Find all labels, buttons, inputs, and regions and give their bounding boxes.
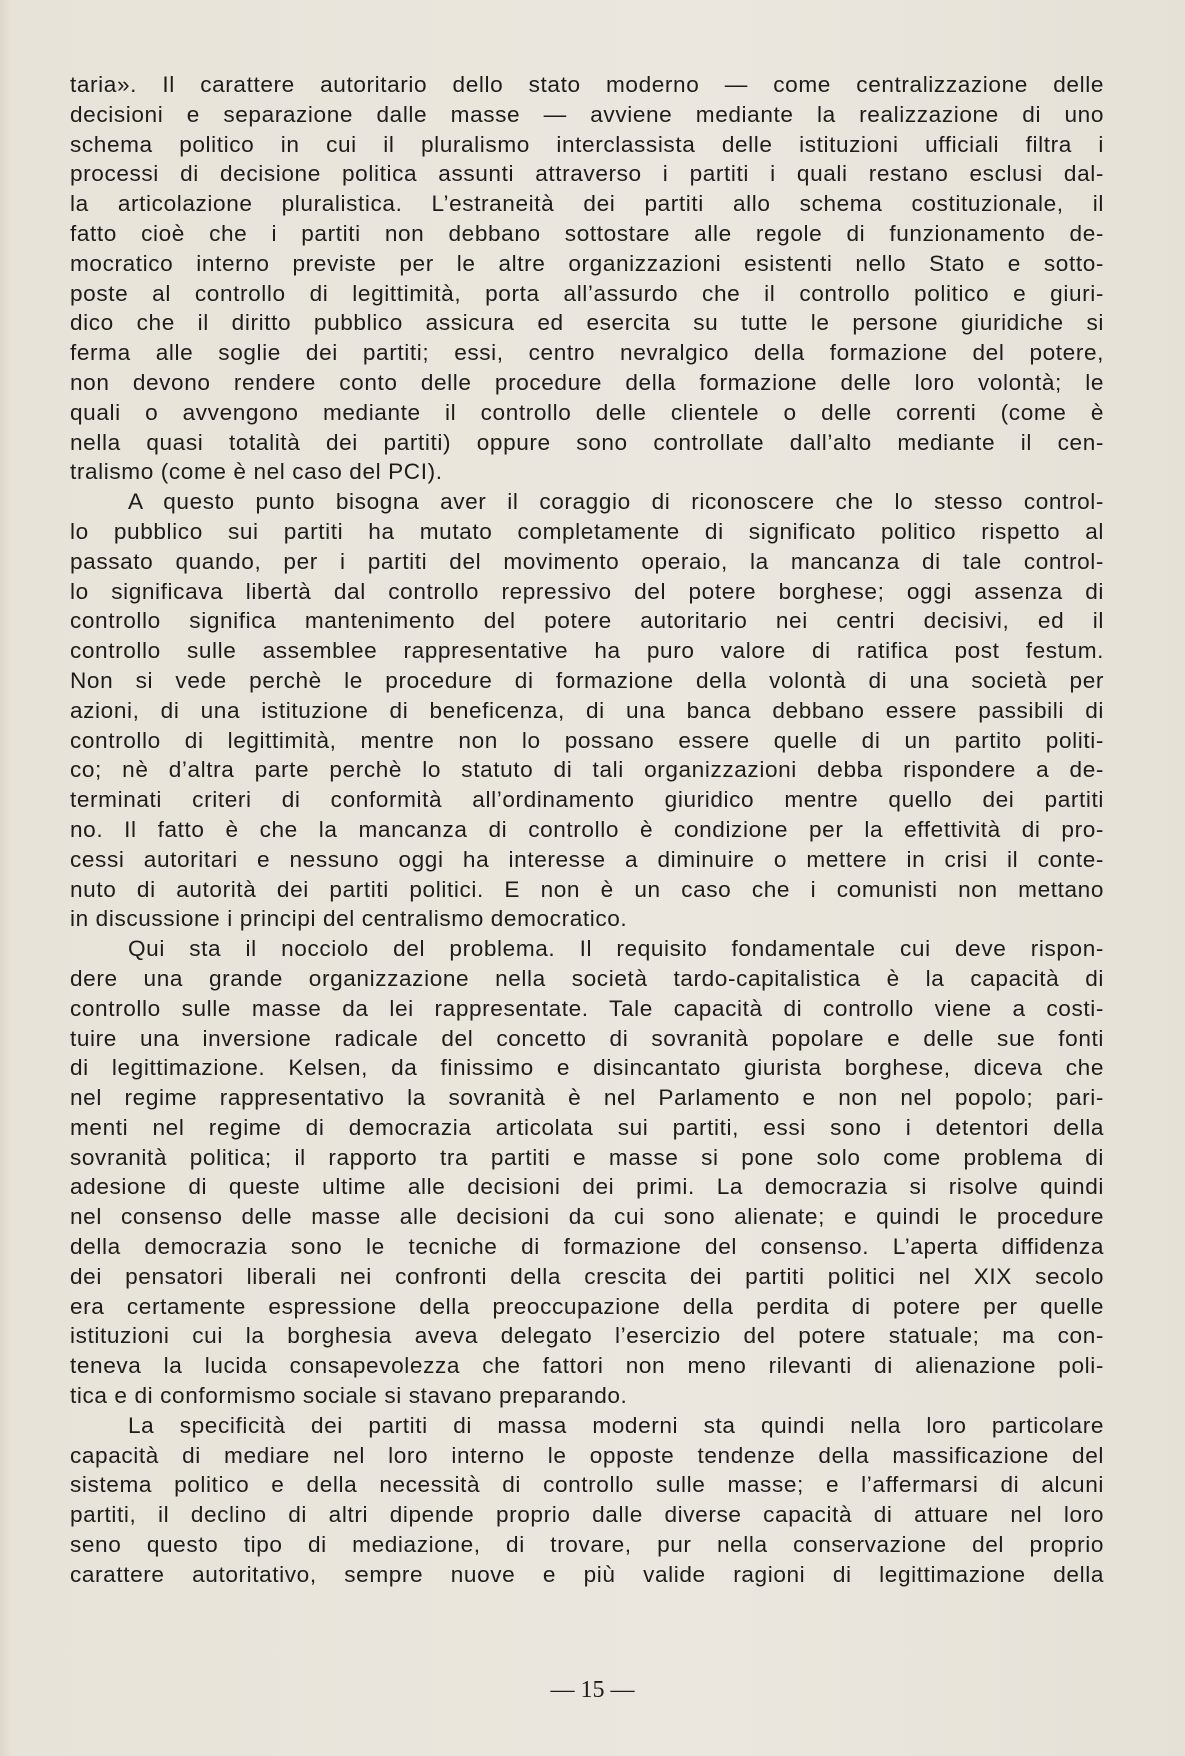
text-line: passato quando, per i partiti del movimento operaio, la mancanza di tale control-	[70, 548, 1104, 574]
text-line: istituzioni cui la borghesia aveva delegato l’esercizio del potere statuale; ma con-	[70, 1323, 1104, 1349]
text-line: schema politico in cui il pluralismo interclassista delle istituzioni ufficiali filtra i	[70, 131, 1104, 157]
text-line: ferma alle soglie dei partiti; essi, centro nevralgico della formazione del potere,	[70, 340, 1104, 366]
text-line: in discussione i principi del centralismo democratico.	[70, 906, 628, 932]
text-line: La specificità dei partiti di massa moderni sta quindi nella loro particolare	[128, 1412, 1104, 1438]
text-line: controllo di legittimità, mentre non lo possano essere quelle di un partito politi-	[70, 727, 1104, 753]
text-line: nella quasi totalità dei partiti) oppure sono controllate dall’alto mediante il cen-	[70, 429, 1104, 455]
text-line: non devono rendere conto delle procedure della formazione delle loro volontà; le	[70, 369, 1104, 395]
text-line: nel regime rappresentativo la sovranità è nel Parlamento e non nel popolo; pari-	[70, 1085, 1104, 1111]
text-line: nel consenso delle masse alle decisioni da cui sono alienate; e quindi le procedure	[70, 1204, 1104, 1230]
text-line: azioni, di una istituzione di beneficenza, di una banca debbano essere passibili di	[70, 697, 1104, 723]
text-line: cessi autoritari e nessuno oggi ha interesse a diminuire o mettere in crisi il conte-	[70, 846, 1104, 872]
text-line: partiti, il declino di altri dipende proprio dalle diverse capacità di attuare nel loro	[70, 1502, 1104, 1528]
text-line: di legittimazione. Kelsen, da finissimo e disincantato giurista borghese, diceva che	[70, 1055, 1104, 1081]
text-line: controllo sulle assemblee rappresentative ha puro valore di ratifica post festum.	[70, 638, 1104, 664]
text-line: sovranità politica; il rapporto tra partiti e masse si pone solo come problema di	[70, 1144, 1104, 1170]
text-line: dei pensatori liberali nei confronti della crescita dei partiti politici nel XIX secolo	[70, 1263, 1104, 1289]
text-line: menti nel regime di democrazia articolata sui partiti, essi sono i detentori della	[70, 1114, 1104, 1140]
text-line: controllo significa mantenimento del potere autoritario nei centri decisivi, ed il	[70, 608, 1104, 634]
text-line: fatto cioè che i partiti non debbano sottostare alle regole di funzionamento de-	[70, 220, 1104, 246]
text-line: carattere autoritativo, sempre nuove e più valide ragioni di legittimazione della	[70, 1561, 1104, 1587]
text-line: lo pubblico sui partiti ha mutato completamente di significato politico rispetto al	[70, 518, 1104, 544]
text-line: Qui sta il nocciolo del problema. Il requisito fondamentale cui deve rispon-	[128, 936, 1104, 962]
text-line: decisioni e separazione dalle masse — avviene mediante la realizzazione di uno	[70, 101, 1104, 127]
text-line: sistema politico e della necessità di controllo sulle masse; e l’affermarsi di alcuni	[70, 1472, 1104, 1498]
text-line: processi di decisione politica assunti attraverso i partiti i quali restano esclusi dal-	[70, 161, 1104, 187]
text-line: nuto di autorità dei partiti politici. E non è un caso che i comunisti non mettano	[70, 876, 1104, 902]
paragraph	[70, 934, 1104, 1411]
text-line: controllo sulle masse da lei rappresentate. Tale capacità di controllo viene a costi-	[70, 995, 1104, 1021]
text-line: tralismo (come è nel caso del PCI).	[70, 459, 443, 485]
text-line: dico che il diritto pubblico assicura ed esercita su tutte le persone giuridiche si	[70, 310, 1104, 336]
text-line: tuire una inversione radicale del concetto di sovranità popolare e delle sue fonti	[70, 1025, 1104, 1051]
text-line: teneva la lucida consapevolezza che fattori non meno rilevanti di alienazione poli-	[70, 1353, 1104, 1379]
text-line: seno questo tipo di mediazione, di trovare, pur nella conservazione del proprio	[70, 1532, 1104, 1558]
text-line: lo significava libertà dal controllo repressivo del potere borghese; oggi assenza di	[70, 578, 1104, 604]
text-line: quali o avvengono mediante il controllo delle clientele o delle correnti (come è	[70, 399, 1104, 425]
text-line: Non si vede perchè le procedure di formazione della volontà di una società per	[70, 667, 1104, 693]
text-line: A questo punto bisogna aver il coraggio di riconoscere che lo stesso control-	[128, 489, 1104, 515]
page-number-label: — 15 —	[550, 1677, 635, 1703]
text-line: era certamente espressione della preoccupazione della perdita di potere per quelle	[70, 1293, 1104, 1319]
text-line: terminati criteri di conformità all’ordinamento giuridico mentre quello dei partiti	[70, 787, 1104, 813]
page-number	[0, 1677, 1185, 1704]
text-line: adesione di queste ultime alle decisioni dei primi. La democrazia si risolve quindi	[70, 1174, 1104, 1200]
paragraph	[70, 487, 1104, 934]
text-line: della democrazia sono le tecniche di formazione del consenso. L’aperta diffidenza	[70, 1234, 1104, 1260]
text-line: mocratico interno previste per le altre organizzazioni esistenti nello Stato e sotto-	[70, 250, 1104, 276]
text-line: capacità di mediare nel loro interno le opposte tendenze della massificazione del	[70, 1442, 1104, 1468]
text-line: co; nè d’altra parte perchè lo statuto di tali organizzazioni debba rispondere a de-	[70, 757, 1104, 783]
text-line: dere una grande organizzazione nella società tardo-capitalistica è la capacità di	[70, 965, 1104, 991]
body-text	[70, 70, 1104, 1590]
text-line: no. Il fatto è che la mancanza di controllo è condizione per la effettività di pro-	[70, 816, 1104, 842]
paragraph	[70, 70, 1104, 487]
paragraph	[70, 1411, 1104, 1590]
text-line: tica e di conformismo sociale si stavano preparando.	[70, 1383, 628, 1409]
text-line: poste al controllo di legittimità, porta all’assurdo che il controllo politico e giuri-	[70, 280, 1104, 306]
text-line: taria». Il carattere autoritario dello stato moderno — come centralizzazione delle	[70, 72, 1104, 97]
text-line: la articolazione pluralistica. L’estraneità dei partiti allo schema costituzionale, il	[70, 191, 1104, 217]
